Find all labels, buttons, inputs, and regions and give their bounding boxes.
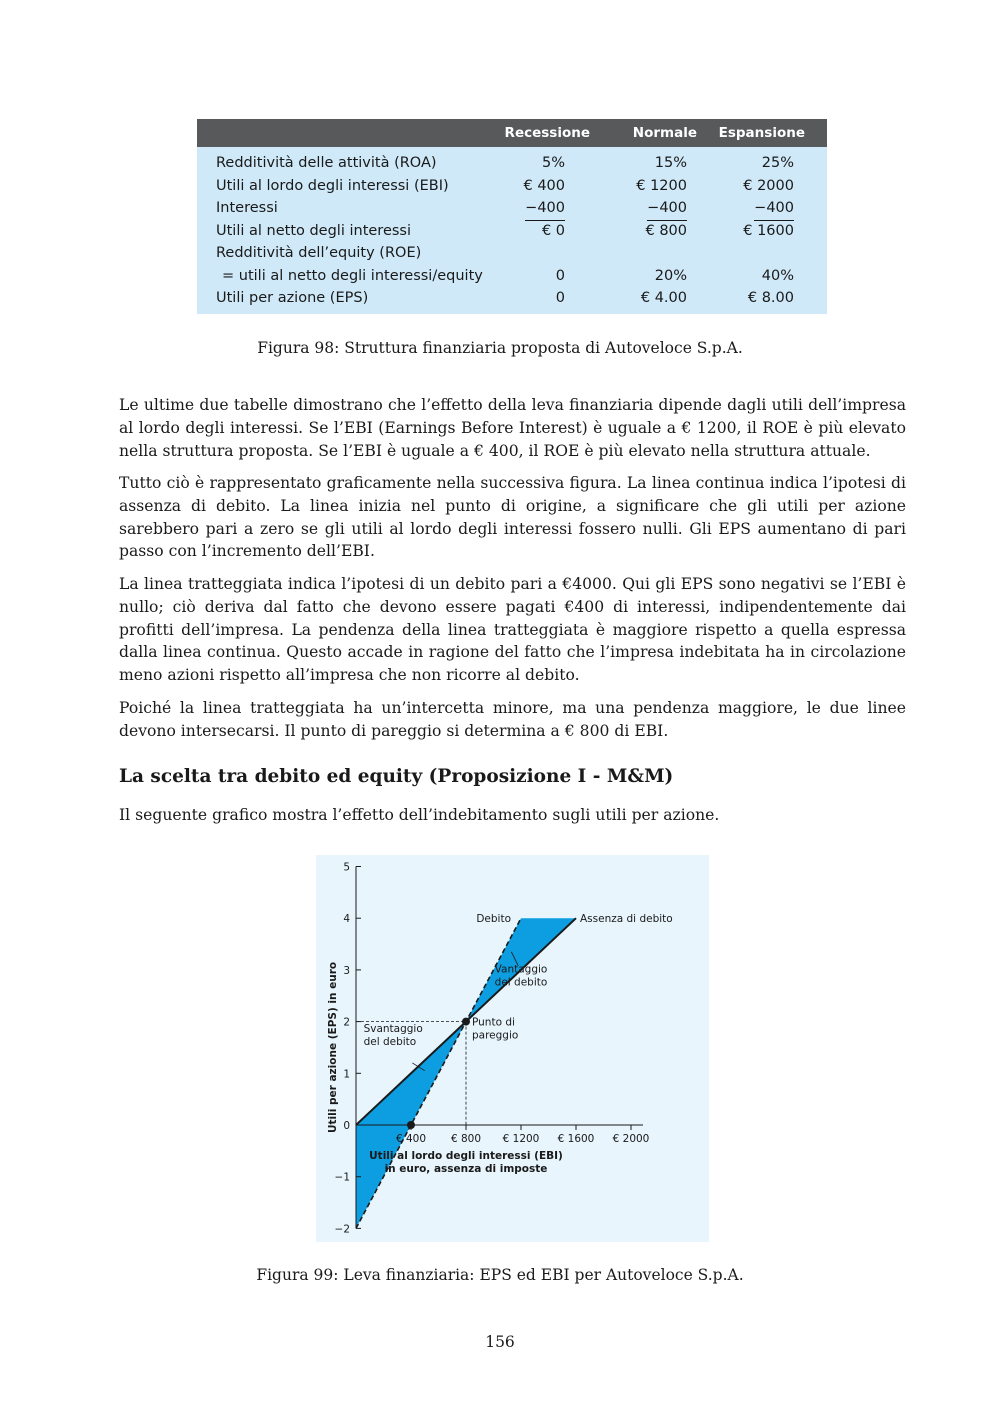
y-tick-label: 2: [343, 1016, 350, 1029]
y-tick-label: −2: [334, 1223, 350, 1236]
advantage-annotation: [495, 963, 548, 988]
annotation-line: Punto di: [472, 1016, 515, 1029]
section-heading: La scelta tra debito ed equity (Proposizione I - M&M): [119, 766, 674, 787]
cell-normale: € 4.00: [640, 290, 687, 306]
cell-recessione: −400: [525, 197, 565, 221]
cell-espansione: € 8.00: [747, 290, 794, 306]
chart-point: [407, 1121, 415, 1129]
cell-normale: −400: [647, 197, 687, 221]
annotation-line: Vantaggio: [494, 963, 548, 976]
annotation-line: del debito: [494, 976, 548, 989]
financial-structure-table: [197, 119, 827, 314]
cell-espansione: € 1600: [743, 222, 794, 239]
annotation-line: Svantaggio: [363, 1022, 423, 1035]
cell-espansione: 25%: [761, 155, 794, 171]
cell-normale: 20%: [654, 267, 687, 284]
figure-99-caption: Figura 99: Leva finanziaria: EPS ed EBI per Autoveloce S.p.A.: [256, 1266, 744, 1284]
cell-espansione: 40%: [761, 267, 794, 284]
series-label-assenza-di-debito: Assenza di debito: [580, 913, 673, 926]
table-row: [197, 242, 827, 265]
x-tick-label: € 400: [395, 1133, 427, 1145]
figure-98-caption: Figura 98: Struttura finanziaria proposta di Autoveloce S.p.A.: [257, 339, 743, 357]
table-row: [197, 265, 827, 288]
paragraph: Tutto ciò è rappresentato graficamente nella successiva figura. La linea continua indica l’ipotesi di assenza di debito. La linea inizia nel punto di origine, a significare che gli utili per azione sarebbero pari a zero se gli utili al lordo degli interessi fossero nulli. Gli EPS aumentano di pari passo con l’incremento dell’EBI.: [119, 474, 906, 561]
eps-ebi-chart: [316, 855, 709, 1242]
annotation-line: in euro, assenza di imposte: [384, 1163, 548, 1175]
row-label: Interessi: [216, 200, 278, 216]
table-body: [197, 147, 827, 314]
paragraph: Poiché la linea tratteggiata ha un’intercetta minore, ma una pendenza maggiore, le due linee devono intersecarsi. Il punto di pareggio si determina a € 800 di EBI.: [119, 699, 906, 740]
chart-intro: Il seguente grafico mostra l’effetto dell’indebitamento sugli utili per azione.: [119, 806, 720, 824]
annotation-line: pareggio: [472, 1029, 519, 1042]
table-row: [197, 287, 827, 310]
table-row: [197, 152, 827, 175]
cell-recessione: € 0: [541, 222, 565, 239]
y-tick-label: 4: [343, 913, 350, 926]
x-axis-label: [369, 1150, 563, 1175]
x-tick-label: € 1200: [502, 1133, 540, 1145]
cell-espansione: € 2000: [743, 177, 794, 194]
row-label: Redditività dell’equity (ROE): [216, 245, 422, 261]
y-tick-label: 0: [343, 1120, 350, 1132]
header-espansione: Espansione: [718, 125, 805, 141]
cell-recessione: 0: [555, 267, 565, 284]
row-label: Utili al lordo degli interessi (EBI): [216, 177, 449, 194]
table-row: [197, 197, 827, 220]
x-tick-label: € 2000: [612, 1133, 650, 1145]
series-label-debito: Debito: [476, 913, 511, 926]
table-header: [197, 119, 827, 147]
row-label: = utili al netto degli interessi/equity: [222, 267, 483, 284]
x-ticks: [396, 1125, 649, 1145]
y-tick-label: 1: [343, 1068, 350, 1081]
table-row: [197, 175, 827, 198]
y-tick-label: 3: [343, 964, 350, 977]
row-label: Utili per azione (EPS): [216, 290, 369, 306]
page-number: 156: [485, 1333, 515, 1351]
header-recessione: Recessione: [504, 125, 590, 141]
chart-svg: [316, 855, 709, 1242]
cell-recessione: € 400: [523, 177, 565, 194]
y-axis-label: Utili per azione (EPS) in euro: [327, 961, 339, 1134]
x-tick-label: € 1600: [557, 1133, 595, 1145]
annotation-line: Utili al lordo degli interessi (EBI): [369, 1150, 563, 1162]
y-tick-label: 5: [343, 861, 350, 874]
y-tick-label: −1: [334, 1171, 350, 1184]
row-label: Utili al netto degli interessi: [216, 222, 411, 239]
annotation-line: del debito: [363, 1035, 417, 1048]
paragraph: Le ultime due tabelle dimostrano che l’effetto della leva finanziaria dipende dagli utili dell’impresa al lordo degli interessi. Se l’EBI (Earnings Before Interest) è uguale a € 1200, il ROE è più elevato nella struttura proposta. Se l’EBI è uguale a € 400, il ROE è più elevato nella struttura attuale.: [119, 396, 906, 460]
breakeven-label: [472, 1017, 518, 1042]
table-row: [197, 220, 827, 243]
cell-espansione: −400: [754, 197, 794, 221]
cell-recessione: 0: [555, 290, 565, 306]
paragraph: La linea tratteggiata indica l’ipotesi di un debito pari a €4000. Qui gli EPS sono negativi se l’EBI è nullo; ciò deriva dal fatto che devono essere pagati €400 di interessi, indipendentemente dai profitti dell’impresa. La pendenza della linea tratteggiata è maggiore rispetto a quella espressa dalla linea continua. Questo accade in ragione del fatto che l’impresa indebitata ha in circolazione meno azioni rispetto all’impresa che non ricorre al debito.: [119, 575, 906, 685]
cell-normale: € 1200: [636, 177, 687, 194]
chart-point: [462, 1018, 470, 1026]
row-label: Redditività delle attività (ROA): [216, 155, 437, 171]
cell-normale: € 800: [645, 222, 687, 239]
cell-normale: 15%: [654, 155, 687, 171]
cell-recessione: 5%: [541, 155, 565, 171]
header-normale: Normale: [632, 125, 697, 141]
disadvantage-annotation: [364, 1023, 423, 1048]
x-tick-label: € 800: [450, 1133, 482, 1145]
